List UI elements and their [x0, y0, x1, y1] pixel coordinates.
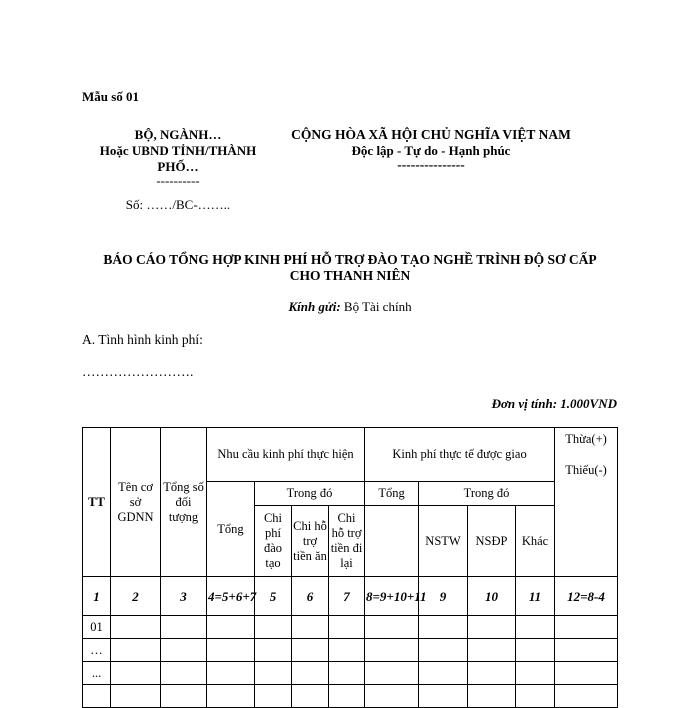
form-number: Mẫu số 01	[82, 89, 140, 104]
table-cell	[111, 639, 161, 662]
table-row	[83, 616, 618, 639]
section-a-dots: …………………….	[82, 364, 194, 379]
column-number: 10	[468, 577, 516, 616]
column-number: 8=9+10+11	[365, 577, 419, 616]
column-number: 12=8-4	[555, 577, 618, 616]
recipient-label: Kính gửi:	[288, 299, 341, 314]
col-header-training-cost: Chi phí đào tạo	[255, 506, 292, 577]
col-header-balance-blank	[555, 482, 618, 577]
table-cell	[255, 685, 292, 708]
table-cell	[207, 662, 255, 685]
column-number: 11	[516, 577, 555, 616]
table-cell	[329, 685, 365, 708]
table-cell	[516, 639, 555, 662]
table-cell	[468, 639, 516, 662]
col-header-allocated-total-blank	[365, 506, 419, 577]
table-cell	[555, 639, 618, 662]
national-header	[272, 127, 590, 171]
table-cell	[207, 639, 255, 662]
table-cell	[468, 616, 516, 639]
table-cell	[161, 639, 207, 662]
table-cell	[111, 662, 161, 685]
col-header-balance	[555, 428, 618, 482]
row-tt: ...	[83, 662, 111, 685]
table-row	[83, 685, 618, 708]
report-title-line-2: CHO THANH NIÊN	[289, 268, 411, 283]
table-cell	[555, 685, 618, 708]
table-row	[83, 639, 618, 662]
table-cell	[255, 616, 292, 639]
column-number: 4=5+6+7	[207, 577, 255, 616]
authority-separator: ----------	[156, 173, 200, 188]
issuing-authority-header	[82, 127, 274, 213]
table-cell	[365, 685, 419, 708]
col-header-demand-breakdown: Trong đó	[255, 482, 365, 506]
column-number: 3	[161, 577, 207, 616]
table-cell	[161, 685, 207, 708]
table-cell	[516, 662, 555, 685]
col-header-other: Khác	[516, 506, 555, 577]
motto-separator: ---------------	[397, 157, 465, 172]
col-header-travel-support: Chi hỗ trợ tiền đi lại	[329, 506, 365, 577]
col-header-total-subjects: Tổng số đối tượng	[161, 428, 207, 577]
col-header-allocated-group: Kinh phí thực tế được giao	[365, 428, 555, 482]
table-cell	[419, 662, 468, 685]
column-number: 9	[419, 577, 468, 616]
row-tt: …	[83, 639, 111, 662]
col-header-allocated-breakdown: Trong đó	[419, 482, 555, 506]
table-cell	[419, 685, 468, 708]
document-number-prefix: Số:	[125, 197, 144, 212]
recipient	[82, 299, 618, 315]
table-cell	[468, 685, 516, 708]
table-cell	[365, 662, 419, 685]
table-cell	[468, 662, 516, 685]
authority-line-1: BỘ, NGÀNH…	[134, 127, 222, 142]
column-number-row	[83, 577, 618, 616]
document-number	[82, 197, 274, 213]
table-cell	[516, 616, 555, 639]
table-cell	[292, 639, 329, 662]
table-cell	[292, 616, 329, 639]
table-cell	[365, 639, 419, 662]
col-header-nsdp: NSĐP	[468, 506, 516, 577]
balance-deficit: Thiếu(-)	[565, 462, 607, 477]
col-header-tt: TT	[83, 428, 111, 577]
table-cell	[555, 616, 618, 639]
authority-line-3: PHỐ…	[157, 159, 199, 174]
col-header-meal-support: Chi hỗ trợ tiền ăn	[292, 506, 329, 577]
table-cell	[111, 685, 161, 708]
table-cell	[329, 616, 365, 639]
col-header-demand-group: Nhu cầu kinh phí thực hiện	[207, 428, 365, 482]
col-header-demand-total: Tổng	[207, 482, 255, 577]
table-cell	[207, 685, 255, 708]
column-number: 6	[292, 577, 329, 616]
col-header-nstw: NSTW	[419, 506, 468, 577]
table-cell	[255, 639, 292, 662]
authority-line-2: Hoặc UBND TỈNH/THÀNH	[99, 143, 257, 158]
table-cell	[111, 616, 161, 639]
table-cell	[292, 685, 329, 708]
table-cell	[292, 662, 329, 685]
unit-note: Đơn vị tính: 1.000VND	[491, 396, 617, 411]
col-header-facility: Tên cơ sở GDNN	[111, 428, 161, 577]
table-cell	[329, 662, 365, 685]
column-number: 5	[255, 577, 292, 616]
balance-surplus: Thừa(+)	[565, 431, 607, 446]
section-a-heading: A. Tình hình kinh phí:	[82, 332, 203, 347]
funding-report-table	[82, 427, 618, 708]
table-cell	[161, 616, 207, 639]
table-cell	[255, 662, 292, 685]
column-number: 2	[111, 577, 161, 616]
table-cell	[207, 616, 255, 639]
table-cell	[329, 639, 365, 662]
report-title-line-1: BÁO CÁO TỔNG HỢP KINH PHÍ HỖ TRỢ ĐÀO TẠO NGHỀ TRÌNH ĐỘ SƠ CẤP	[103, 252, 597, 267]
table-cell	[161, 662, 207, 685]
row-tt: 01	[83, 616, 111, 639]
report-title	[82, 252, 618, 284]
table-cell	[419, 639, 468, 662]
national-motto: Độc lập - Tự do - Hạnh phúc	[351, 143, 511, 158]
table-cell	[516, 685, 555, 708]
nation-name: CỘNG HÒA XÃ HỘI CHỦ NGHĨA VIỆT NAM	[291, 127, 571, 142]
table-cell	[419, 616, 468, 639]
recipient-value: Bộ Tài chính	[340, 299, 412, 314]
col-header-allocated-total: Tổng	[365, 482, 419, 506]
column-number: 7	[329, 577, 365, 616]
table-cell	[365, 616, 419, 639]
table-cell	[555, 662, 618, 685]
row-tt	[83, 685, 111, 708]
column-number: 1	[83, 577, 111, 616]
table-row	[83, 662, 618, 685]
document-number-rest: ……/BC-……..	[143, 197, 231, 212]
